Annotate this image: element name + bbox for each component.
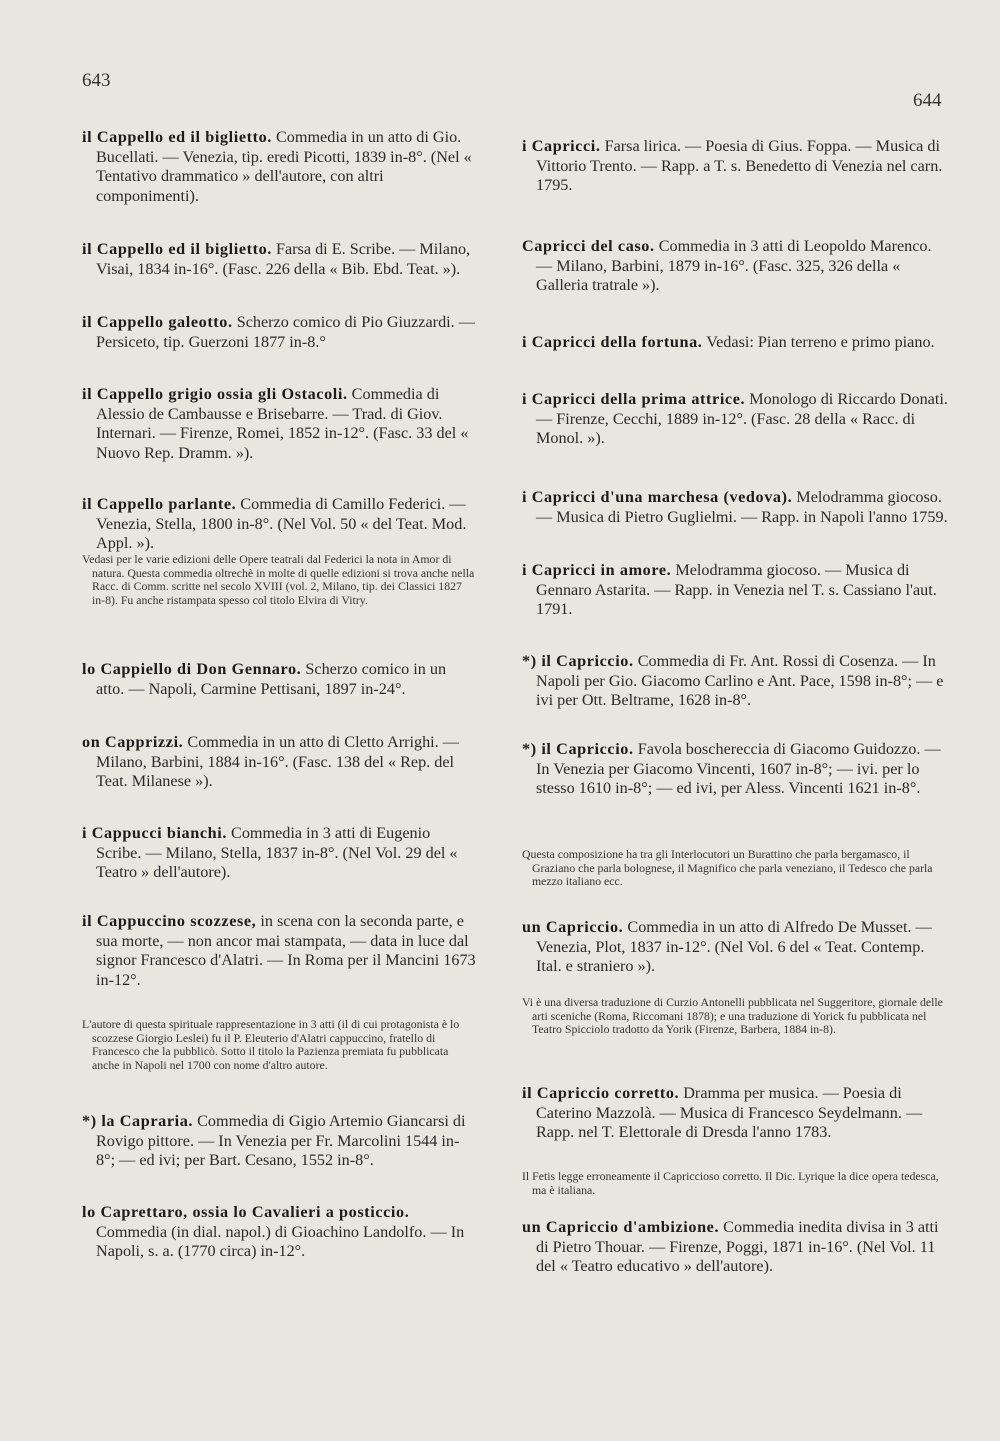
catalog-entry — [522, 390, 950, 449]
entry-text: Commedia in un atto di Cletto Arrighi. — Milano, Barbini, 1884 in-16°. (Fasc. 138 del « Rep. del Teat. Milanese »). — [96, 733, 459, 790]
entry-headword: il Cappello grigio ossia gli Ostacoli. — [82, 385, 348, 403]
entry-headword: i Capricci in amore. — [522, 561, 672, 579]
entry-headword: il Cappello galeotto. — [82, 313, 233, 331]
entry-text: Commedia inedita divisa in 3 atti di Pietro Thouar. — Firenze, Poggi, 1871 in-16°. (Nel Vol. 11 del « Teatro educativo » dell'autore). — [536, 1218, 939, 1275]
entry-text: Monologo di Riccardo Donati. — Firenze, Cecchi, 1889 in-12°. (Fasc. 28 della « Racc. di Monol. »). — [536, 390, 948, 447]
catalog-entry — [522, 652, 950, 711]
entry-headword: i Cappucci bianchi. — [82, 824, 227, 842]
entry-text: Commedia di Camillo Federici. — Venezia, Stella, 1800 in-8°. (Nel Vol. 50 « del Teat. Mod. Appl. »). — [96, 495, 467, 552]
entry-headword: il Capriccio corretto. — [522, 1084, 680, 1102]
entry-text: Melodramma giocoso. — Musica di Gennaro Astarita. — Rapp. in Venezia nel T. s. Cassiano l'aut. 1791. — [536, 561, 937, 618]
catalog-entry — [82, 1112, 477, 1171]
catalog-entry — [522, 237, 950, 296]
entry-text: in scena con la seconda parte, e sua morte, — non ancor mai stampata, — data in luce dal signor Francesco d'Alatri. — In Roma per il Mancini 1673 in-12°. — [96, 912, 476, 989]
footnote: Vi è una diversa traduzione di Curzio Antonelli pubblicata nel Suggeritore, giornale delle arti sceniche (Roma, Riccomani 1878); e una traduzione di Yorick fu pubblicata nel Teatro Spicciolo tradotto da Yorik (Firenze, Barbera, 1884 in-8). — [522, 995, 943, 1036]
footnote: Vedasi per le varie edizioni delle Opere teatrali dal Federici la nota in Amor di natura. Questa commedia oltrechè in molte di quelle edizioni si trova anche nella Racc. di Comm. scritte nel secolo XVIII (vol. 2, Milano, tip. dei Classici 1827 in-8). Fu anche ristampata spesso col titolo Elvira di Vitry. — [82, 552, 475, 607]
entry-text: Dramma per musica. — Poesia di Caterino Mazzolà. — Musica di Francesco Seydelmann. — Rapp. nel T. Elettorale di Dresda l'anno 1783. — [536, 1084, 923, 1141]
catalog-entry — [82, 1203, 477, 1262]
entry-headword: on Capprizzi. — [82, 733, 184, 751]
catalog-entry — [522, 1218, 950, 1277]
catalog-entry — [522, 918, 950, 977]
catalog-entry — [82, 385, 477, 463]
catalog-entry — [82, 660, 477, 699]
entry-text: Commedia di Fr. Ant. Rossi di Cosenza. — In Napoli per Gio. Giacomo Carlino e Ant. Pace, 1598 in-8°; — e ivi per Ott. Beltrame, 1628 in-8°. — [536, 652, 944, 709]
entry-text: Vedasi: Pian terreno e primo piano. — [702, 333, 935, 351]
catalog-entry — [82, 912, 477, 990]
entry-text: Melodramma giocoso. — Musica di Pietro Guglielmi. — Rapp. in Napoli l'anno 1759. — [536, 488, 948, 526]
entry-text: Commedia in 3 atti di Eugenio Scribe. — Milano, Stella, 1837 in-8°. (Nel Vol. 29 del « Teatro » dell'autore). — [96, 824, 458, 881]
catalog-entry — [522, 333, 950, 353]
entry-text: Scherzo comico di Pio Giuzzardi. — Persiceto, tip. Guerzoni 1877 in-8.° — [96, 313, 475, 351]
entry-headword: il Cappello ed il biglietto. — [82, 240, 272, 258]
page-number-right: 644 — [913, 90, 942, 111]
entry-text: Scherzo comico in un atto. — Napoli, Carmine Pettisani, 1897 in-24°. — [96, 660, 447, 698]
catalog-entry — [522, 561, 950, 620]
entry-headword: lo Cappiello di Don Gennaro. — [82, 660, 302, 678]
catalog-entry — [522, 488, 950, 527]
catalog-entry — [82, 128, 477, 206]
catalog-entry — [522, 740, 950, 799]
catalog-entry — [82, 824, 477, 883]
entry-text: Farsa di E. Scribe. — Milano, Visai, 1834 in-16°. (Fasc. 226 della « Bib. Ebd. Teat. »). — [96, 240, 471, 278]
entry-headword: i Capricci. — [522, 137, 601, 155]
footnote: L'autore di questa spirituale rappresentazione in 3 atti (il di cui protagonista è lo scozzese Giorgio Leslei) fu il P. Eleuterio d'Alatri cappuccino, fratello di Francesco che la pubblicò. Sotto il titolo la Pazienza premiata fu pubblicata anche in Napoli nel 1700 con nome d'altro autore. — [82, 1017, 460, 1072]
catalog-entry — [82, 313, 477, 352]
entry-headword: i Capricci d'una marchesa (vedova). — [522, 488, 793, 506]
entry-text: Commedia di Alessio de Cambausse e Brisebarre. — Trad. di Giov. Internari. — Firenze, Romei, 1852 in-12°. (Fasc. 33 del « Nuovo Rep. Dramm. »). — [96, 385, 469, 462]
entry-headword: lo Caprettaro, ossia lo Cavalieri a posticcio. — [82, 1203, 410, 1221]
entry-headword: un Capriccio d'ambizione. — [522, 1218, 720, 1236]
entry-text: Favola boschereccia di Giacomo Guidozzo. — In Venezia per Giacomo Vincenti, 1607 in-8°; — ivi. per lo stesso 1610 in-8°; — ed ivi, per Aless. Vincenti 1621 in-8°. — [536, 740, 941, 797]
entry-text: Commedia in un atto di Gio. Bucellati. — Venezia, tip. eredi Picotti, 1839 in-8°. (Nel « Tentativo drammatico » dell'autore, con altri componimenti). — [96, 128, 472, 205]
entry-headword: il Cappuccino scozzese, — [82, 912, 257, 930]
catalog-entry — [522, 1084, 950, 1143]
entry-headword: i Capricci della prima attrice. — [522, 390, 746, 408]
entry-text: Commedia in 3 atti di Leopoldo Marenco. — Milano, Barbini, 1879 in-16°. (Fasc. 325, 326 della « Galleria tratrale »). — [536, 237, 932, 294]
entry-text: Commedia in un atto di Alfredo De Musset. — Venezia, Plot, 1837 in-12°. (Nel Vol. 6 del « Teat. Contemp. Ital. e straniero »). — [536, 918, 932, 975]
catalog-entry — [82, 733, 477, 792]
footnote: Questa composizione ha tra gli Interlocutori un Burattino che parla bergamasco, il Graziano che parla bolognese, il Magnifico che parla veneziano, il Tedesco che parla mezzo italiano ecc. — [522, 847, 933, 888]
entry-headword: Capricci del caso. — [522, 237, 655, 255]
entry-headword: il Cappello parlante. — [82, 495, 237, 513]
catalog-entry — [522, 137, 950, 196]
catalog-entry — [82, 240, 477, 279]
footnote: Il Fetis legge erroneamente il Capriccioso corretto. Il Dic. Lyrique la dice opera tedesca, ma è italiana. — [522, 1169, 939, 1197]
entry-text: Commedia (in dial. napol.) di Gioachino Landolfo. — In Napoli, s. a. (1770 circa) in-12°. — [96, 1222, 465, 1260]
entry-text: Farsa lirica. — Poesia di Gius. Foppa. — Musica di Vittorio Trento. — Rapp. a T. s. Benedetto di Venezia nel carn. 1795. — [536, 137, 943, 194]
entry-headword: il Cappello ed il biglietto. — [82, 128, 272, 146]
page-number-left: 643 — [82, 70, 111, 91]
entry-headword: i Capricci della fortuna. — [522, 333, 703, 351]
entry-headword: *) il Capriccio. — [522, 740, 634, 758]
entry-headword: *) la Capraria. — [82, 1112, 194, 1130]
entry-text: Commedia di Gigio Artemio Giancarsi di Rovigo pittore. — In Venezia per Fr. Marcolini 1544 in-8°; — ed ivi; per Bart. Cesano, 1552 in-8°. — [96, 1112, 466, 1169]
catalog-entry — [82, 495, 477, 554]
entry-headword: *) il Capriccio. — [522, 652, 634, 670]
entry-headword: un Capriccio. — [522, 918, 624, 936]
